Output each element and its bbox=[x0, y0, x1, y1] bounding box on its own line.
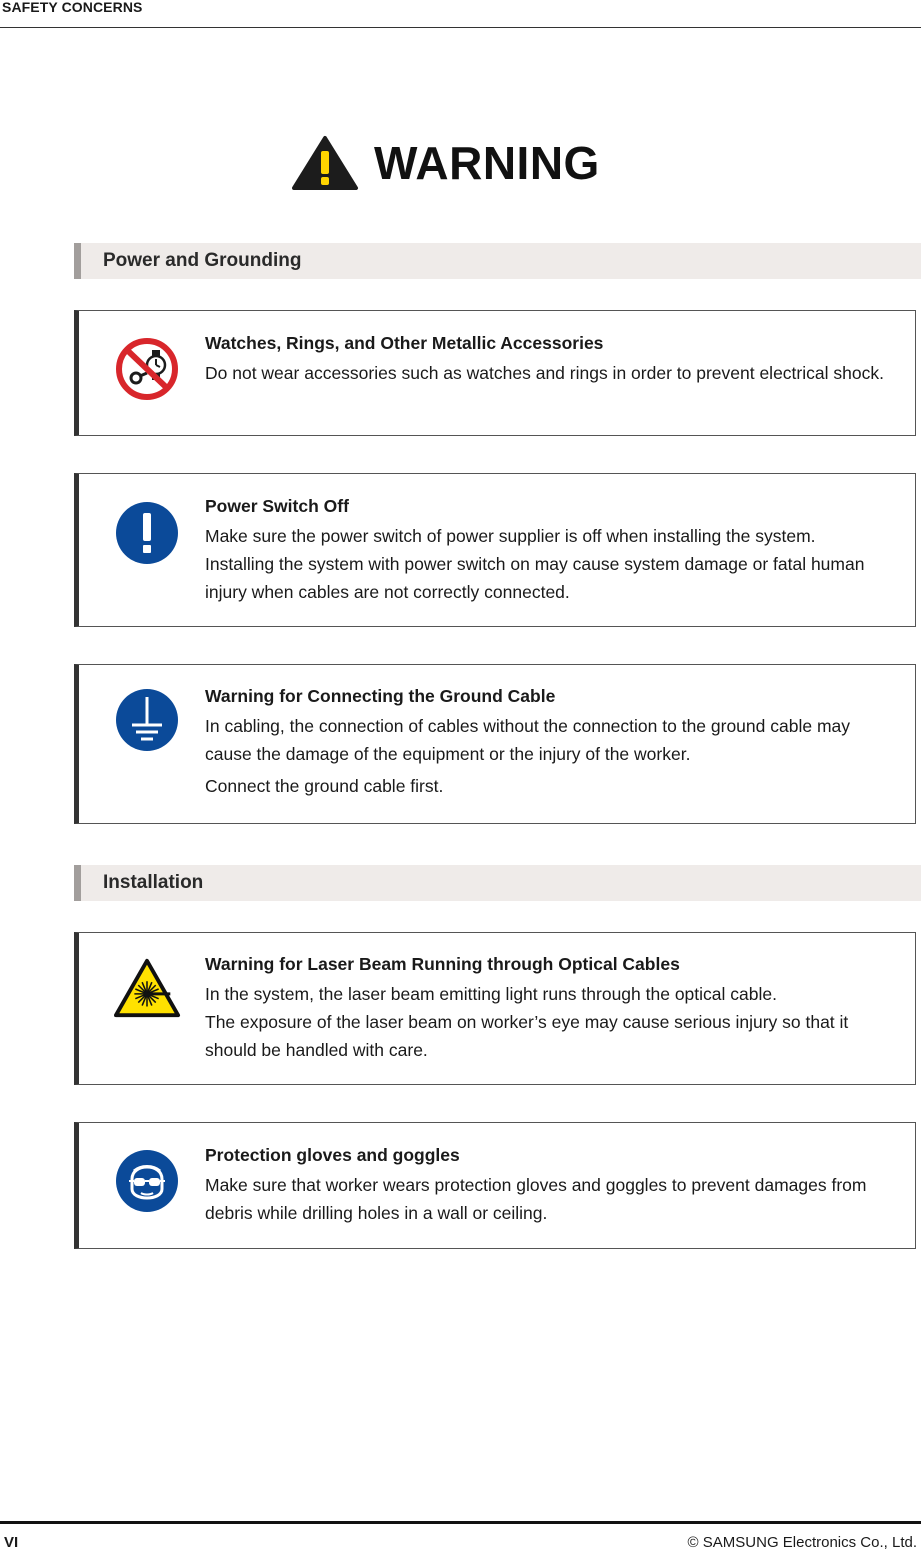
section-power-grounding bbox=[74, 243, 921, 279]
notice-watches bbox=[74, 310, 916, 436]
notice-body: Make sure that worker wears protection gloves and goggles to prevent damages from debris while drilling holes in a wall or ceiling. bbox=[205, 1175, 867, 1223]
notice-body: Make sure the power switch of power supplier is off when installing the system. Installing the system with power switch on may cause system damage or fatal human injury when cables are not correctly connected. bbox=[205, 526, 865, 602]
notice-heading: Protection gloves and goggles bbox=[205, 1145, 460, 1165]
warning-title bbox=[291, 135, 600, 191]
notice-text bbox=[205, 950, 887, 1064]
notice-body: In the system, the laser beam emitting light runs through the optical cable. bbox=[205, 984, 777, 1004]
running-header bbox=[0, 0, 921, 28]
warning-triangle-icon bbox=[291, 135, 359, 191]
notice-body: In cabling, the connection of cables without the connection to the ground cable may cause the damage of the equipment or the injury of the worker. bbox=[205, 716, 851, 764]
page-number: VI bbox=[4, 1534, 19, 1551]
wear-goggles-icon bbox=[113, 1147, 181, 1215]
warning-title-text: WARNING bbox=[374, 137, 600, 189]
notice-body: Connect the ground cable first. bbox=[205, 776, 444, 796]
notice-text bbox=[205, 1141, 887, 1227]
notice-heading: Power Switch Off bbox=[205, 496, 349, 516]
ground-connection-icon bbox=[113, 686, 181, 754]
laser-warning-icon bbox=[113, 955, 181, 1023]
notice-heading: Warning for Laser Beam Running through Optical Cables bbox=[205, 954, 680, 974]
notice-laser bbox=[74, 932, 916, 1085]
notice-heading: Watches, Rings, and Other Metallic Accessories bbox=[205, 333, 604, 353]
notice-text bbox=[205, 492, 887, 606]
notice-ground-cable bbox=[74, 664, 916, 824]
mandatory-exclamation-icon bbox=[113, 499, 181, 567]
section-title: Power and Grounding bbox=[103, 250, 302, 271]
notice-power-switch bbox=[74, 473, 916, 627]
notice-body: Do not wear accessories such as watches and rings in order to prevent electrical shock. bbox=[205, 363, 884, 383]
copyright: © SAMSUNG Electronics Co., Ltd. bbox=[687, 1534, 917, 1551]
page-footer bbox=[0, 1521, 921, 1554]
notice-body: The exposure of the laser beam on worker’s eye may cause serious injury so that it should be handled with care. bbox=[205, 1012, 849, 1060]
header-section-title: SAFETY CONCERNS bbox=[2, 0, 143, 15]
notice-text bbox=[205, 682, 887, 800]
notice-heading: Warning for Connecting the Ground Cable bbox=[205, 686, 556, 706]
section-installation bbox=[74, 865, 921, 901]
no-metal-accessories-icon bbox=[113, 335, 181, 403]
notice-gloves-goggles bbox=[74, 1122, 916, 1249]
notice-text bbox=[205, 329, 887, 387]
section-title: Installation bbox=[103, 872, 204, 893]
